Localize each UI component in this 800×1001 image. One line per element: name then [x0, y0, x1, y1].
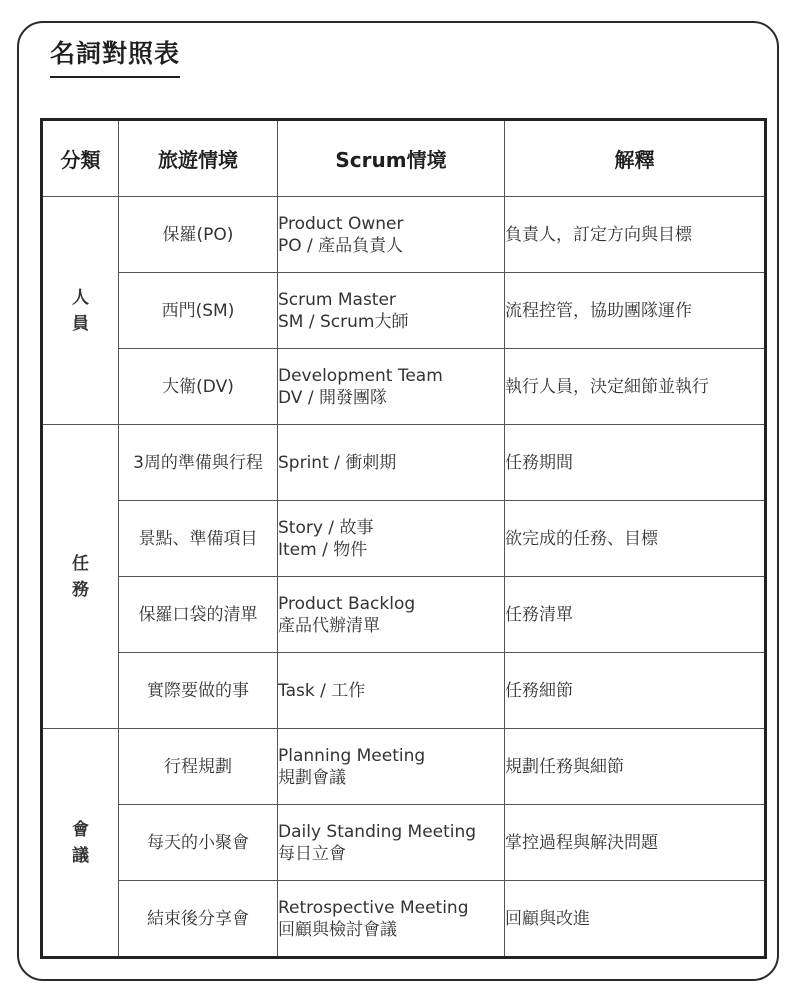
table-row — [43, 425, 765, 501]
scrum-term-line2: 規劃會議 — [278, 767, 346, 788]
scrum-term-line2: PO / 產品負責人 — [278, 235, 404, 256]
glossary-table — [42, 120, 765, 957]
travel-term: 行程規劃 — [119, 729, 278, 805]
category-cell-people — [43, 197, 119, 425]
header-category: 分類 — [43, 121, 119, 197]
category-cell-meetings — [43, 729, 119, 957]
table-row — [43, 273, 765, 349]
scrum-term — [278, 197, 505, 273]
table-row — [43, 729, 765, 805]
term-description: 流程控管，協助團隊運作 — [505, 273, 765, 349]
term-description: 任務細節 — [505, 653, 765, 729]
scrum-term-line1: Product Owner — [278, 213, 404, 234]
term-description: 掌控過程與解決問題 — [505, 805, 765, 881]
scrum-term-line2: 回顧與檢討會議 — [278, 919, 397, 940]
scrum-term — [278, 501, 505, 577]
travel-term: 3周的準備與行程 — [119, 425, 278, 501]
travel-term: 實際要做的事 — [119, 653, 278, 729]
scrum-term-line2: Item / 物件 — [278, 539, 368, 560]
table-header-row — [43, 121, 765, 197]
scrum-term — [278, 349, 505, 425]
table-row — [43, 881, 765, 957]
page-title: 名詞對照表 — [50, 38, 180, 78]
table-row — [43, 197, 765, 273]
category-label: 人員 — [72, 287, 89, 334]
scrum-term-line2: DV / 開發團隊 — [278, 387, 387, 408]
table-row — [43, 653, 765, 729]
table-row — [43, 501, 765, 577]
scrum-term — [278, 653, 505, 729]
travel-term: 每天的小聚會 — [119, 805, 278, 881]
scrum-term-line1: Sprint / 衝刺期 — [278, 452, 397, 473]
travel-term: 景點、準備項目 — [119, 501, 278, 577]
scrum-term-line2: 產品代辦清單 — [278, 615, 380, 636]
category-label: 會議 — [72, 819, 89, 866]
travel-term: 保羅(PO) — [119, 197, 278, 273]
category-label: 任務 — [72, 553, 89, 600]
scrum-term — [278, 881, 505, 957]
scrum-term-line2: SM / Scrum大師 — [278, 311, 409, 332]
table-row — [43, 577, 765, 653]
scrum-term — [278, 577, 505, 653]
travel-term: 結束後分享會 — [119, 881, 278, 957]
scrum-term-line1: Daily Standing Meeting — [278, 821, 477, 842]
term-description: 執行人員，決定細節並執行 — [505, 349, 765, 425]
scrum-term-line1: Product Backlog — [278, 593, 416, 614]
term-description: 任務期間 — [505, 425, 765, 501]
term-description: 欲完成的任務、目標 — [505, 501, 765, 577]
scrum-term-line1: Retrospective Meeting — [278, 897, 469, 918]
scrum-term-line1: Planning Meeting — [278, 745, 426, 766]
table-row — [43, 349, 765, 425]
travel-term: 西門(SM) — [119, 273, 278, 349]
term-description: 回顧與改進 — [505, 881, 765, 957]
scrum-term — [278, 805, 505, 881]
scrum-term — [278, 273, 505, 349]
travel-term: 保羅口袋的清單 — [119, 577, 278, 653]
table-row — [43, 805, 765, 881]
scrum-term — [278, 425, 505, 501]
travel-term: 大衛(DV) — [119, 349, 278, 425]
header-scrum: Scrum情境 — [278, 121, 505, 197]
header-description: 解釋 — [505, 121, 765, 197]
term-description: 規劃任務與細節 — [505, 729, 765, 805]
category-cell-tasks — [43, 425, 119, 729]
scrum-term-line1: Task / 工作 — [278, 680, 366, 701]
scrum-term-line2: 每日立會 — [278, 843, 346, 864]
term-description: 任務清單 — [505, 577, 765, 653]
term-description: 負責人，訂定方向與目標 — [505, 197, 765, 273]
scrum-term — [278, 729, 505, 805]
scrum-term-line1: Story / 故事 — [278, 517, 374, 538]
scrum-term-line1: Development Team — [278, 365, 443, 386]
header-travel: 旅遊情境 — [119, 121, 278, 197]
scrum-term-line1: Scrum Master — [278, 289, 396, 310]
